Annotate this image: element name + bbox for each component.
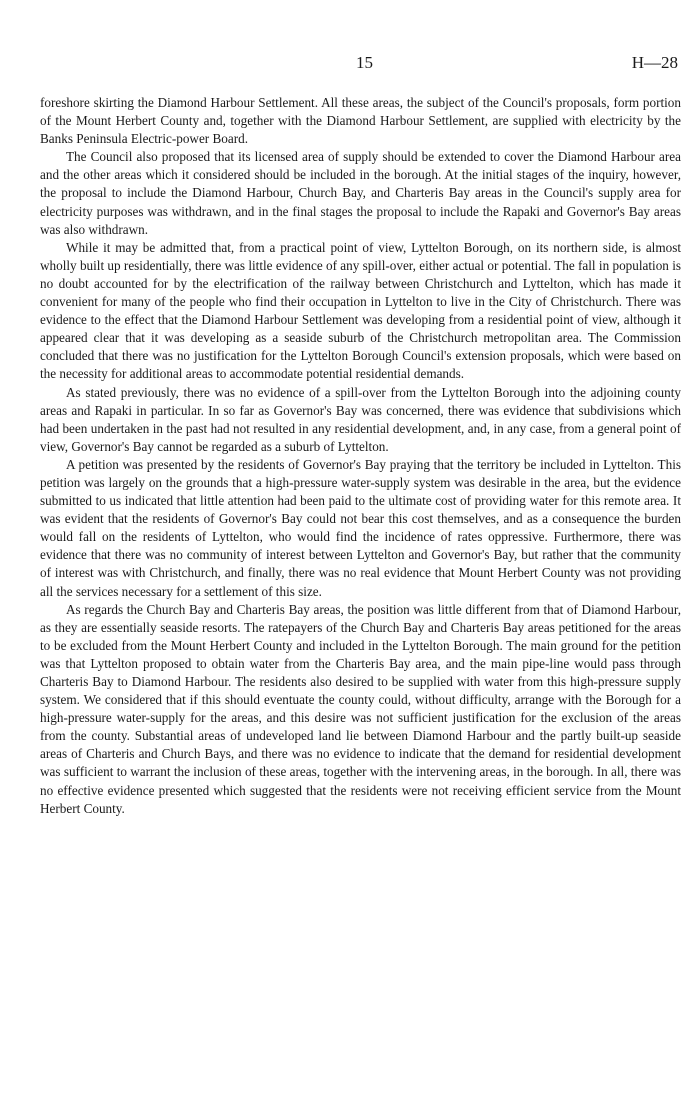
paragraph-petition: A petition was presented by the residents of Governor's Bay praying that the territory be included in Lyttelton. This petition was largely on the grounds that a high-pressure water-supply system was desirable in the area, but the evidence submitted to us indicated that little attention had been paid to the ultimate cost of providing water for this remote area. It was evident that the residents of Governor's Bay could not bear this cost themselves, and as a consequence the burden would fall on the residents of Lyttelton, who would find the incidence of rates oppressive. Furthermore, there was evidence that there was no community of interest between Lyttelton and Governor's Bay, but rather that the community of interest was with Christchurch, and finally, there was no real evidence that Mount Herbert County was not providing all the services necessary for a settlement of this size. xyxy=(40,456,681,599)
paragraph-continued: foreshore skirting the Diamond Harbour Settlement. All these areas, the subject of the Council's proposals, form portion of the Mount Herbert County and, together with the Diamond Harbour Settlement, are supplied with electricity by the Banks Peninsula Electric-power Board. xyxy=(40,95,681,147)
document-code: H—28 xyxy=(631,53,678,72)
page-header xyxy=(0,53,700,75)
paragraph-licensed-area: The Council also proposed that its licensed area of supply should be extended to cover the Diamond Harbour area and the other areas which it considered should be included in the borough. At the initial stages of the inquiry, however, the proposal to include the Diamond Harbour, Church Bay, and Charteris Bay areas in the Council's supply area for electricity purposes was withdrawn, and in the final stages the proposal to include the Rapaki and Governor's Bay areas was also withdrawn. xyxy=(40,149,681,237)
body-text xyxy=(40,94,681,818)
paragraph-church-charteris-bay: As regards the Church Bay and Charteris Bay areas, the position was little different from that of Diamond Harbour, as they are essentially seaside resorts. The ratepayers of the Church Bay and Charteris Bay areas petitioned for the areas to be excluded from the Mount Herbert County and included in the Lyttelton Borough. The main ground for the petition was that Lyttelton proposed to obtain water from the Charteris Bay area, and the main pipe-line would pass through Charteris Bay to Diamond Harbour. The residents also desired to be supplied with water from this high-pressure supply system. We considered that if this should eventuate the county could, without difficulty, arrange with the Borough for a high-pressure water-supply for the areas, and this desire was not sufficient justification for the exclusion of the areas from the county. Substantial areas of undeveloped land lie between Diamond Harbour and the partly built-up seaside areas of Charteris and Church Bays, and there was no evidence to indicate that the demand for residential development was sufficient to warrant the inclusion of these areas, together with the intervening areas, in the borough. In all, there was no effective evidence presented which suggested that the residents were not receiving efficient service from the Mount Herbert County. xyxy=(40,601,681,816)
page-number: 15 xyxy=(356,53,373,72)
paragraph-governors-bay: As stated previously, there was no evidence of a spill-over from the Lyttelton Borough into the adjoining county areas and Rapaki in particular. In so far as Governor's Bay was concerned, there was evidence that subdivisions which had been undertaken in the past had not resulted in any residential development, and, in any case, from a general point of view, Governor's Bay cannot be regarded as a suburb of Lyttelton. xyxy=(40,384,681,454)
paragraph-spill-over: While it may be admitted that, from a practical point of view, Lyttelton Borough, on its northern side, is almost wholly built up residentially, there was little evidence of any spill-over, either actual or potential. The fall in population is no doubt accounted for by the electrification of the railway between Christchurch and Lyttelton, which has made it convenient for many of the people who find their occupation in Lyttelton to live in the City of Christchurch. There was evidence to the effect that the Diamond Harbour Settlement was developing from a residential point of view, although it appeared clear that it was developing as a seaside suburb of the Christchurch metropolitan area. The Commission concluded that there was no justification for the Lyttelton Borough Council's extension proposals, which were based on the necessity for additional areas to accommodate potential residential demands. xyxy=(40,239,681,382)
